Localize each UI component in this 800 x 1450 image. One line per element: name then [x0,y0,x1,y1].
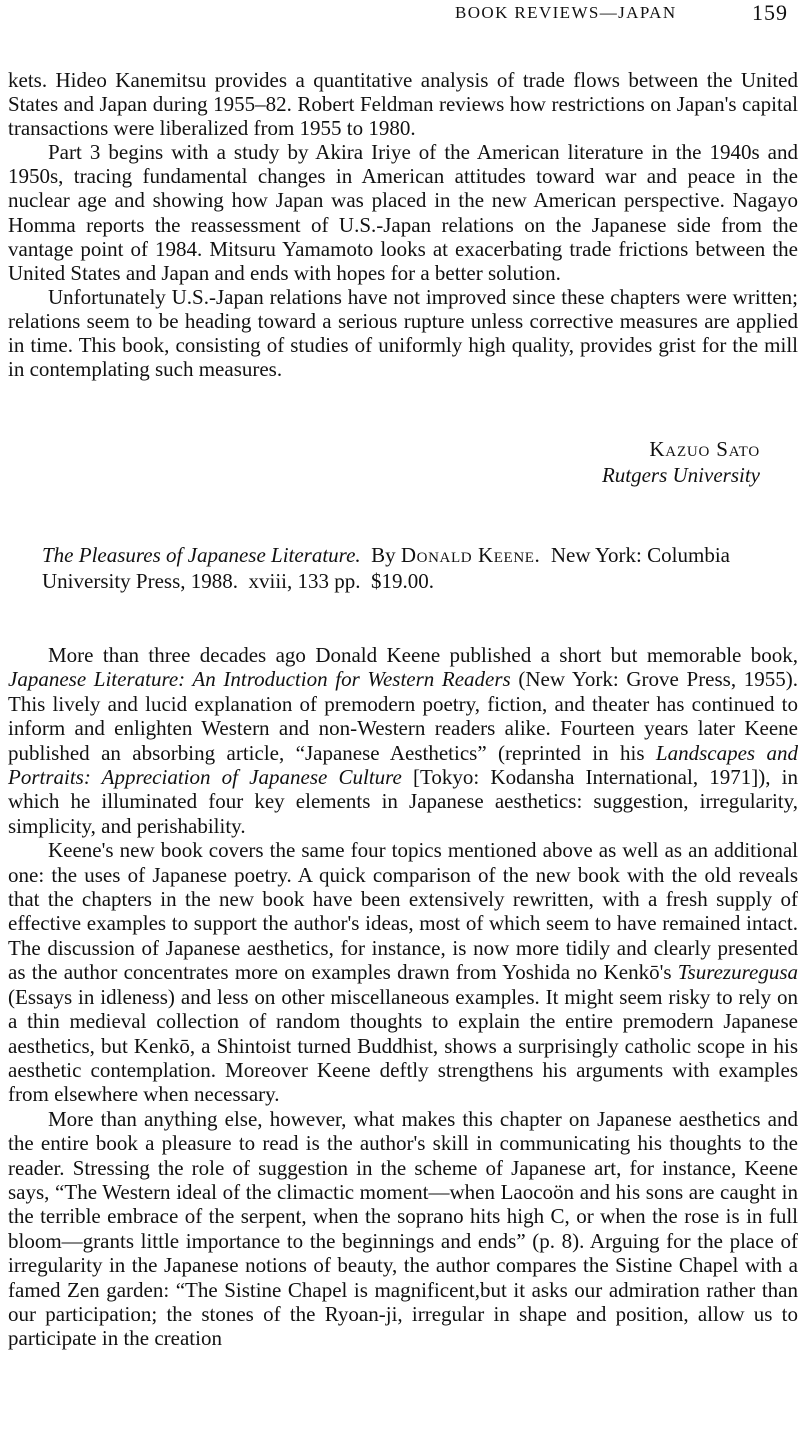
paragraph-3: Unfortunately U.S.-Japan relations have not improved since these chapters were written; relations seem to be heading toward a serious rupture unless corrective measures are applied in time. This book, consisting of studies of uniformly high quality, provides grist for the mill in contemplating such measures. [8,284,798,382]
running-head [0,0,800,30]
reviewer-affiliation: Rutgers University [601,463,760,487]
book-pages: xviii, 133 pp. [248,569,361,593]
page-number: 159 [752,0,788,25]
text-run: [Tokyo: Kodansha International, 1971]), in which he illuminated four key elements in Japanese aesthetics: suggestion, irregularity, simplicity, and perishability. [8,765,799,838]
review-paragraph-3: More than anything else, however, what makes this chapter on Japanese aesthetics and the entire book a pleasure to read is the author's skill in communicating his thoughts to the reader. Stressing the role of suggestion in the scheme of Japanese art, for instance, Keene says, “The Western ideal of the climactic moment—when Laocoön and his sons are caught in the terrible embrace of the serpent, when the soprano hits high C, or when the rose is in full bloom—grants little importance to the beginnings and ends” (p. 8). Arguing for the place of irregularity in the Japanese notions of beauty, the author compares the Sistine Chapel with a famed Zen garden: “The Sistine Chapel is magnificent,but it asks our admiration rather than our participation; the stones of the Ryoan-ji, irregular in shape and position, allow us to participate in the creation [8,1106,798,1351]
review-continuation [8,68,798,381]
italic-book-title: Japanese Literature: An Introduction for Western Readers [8,667,511,692]
text-run: More than three decades ago Donald Keene published a short but memorable book, [48,643,798,667]
italic-book-title: Tsurezuregusa [677,960,798,985]
text-run: Keene's new book covers the same four topics mentioned above as well as an additional one: the uses of Japanese poetry. A quick comparison of the new book with the old reveals that the chapters in the new book have been extensively rewritten, with a fresh supply of effective examples to support the author's ideas, most of which seem to have remained intact. The discussion of Japanese aesthetics, for instance, is now more tidily and clearly presented as the author concentrates more on examples drawn from Yoshida no Kenkō's [8,838,798,985]
book-author: Donald Keene. [400,543,541,567]
text-run: (Essays in idleness) and less on other miscellaneous examples. It might seem risky to rely on a thin medieval collection of random thoughts to explain the entire premodern Japanese aesthetics, but Kenkō, a Shintoist turned Buddhist, shows a surprisingly catholic scope in his aesthetic contemplation. Moreover Keene deftly strengthens his arguments with examples from elsewhere when necessary. [8,984,798,1107]
italic-book-title: Landscapes and Portraits: Appreciation of Japanese Culture [8,740,798,790]
book-title: The Pleasures of Japanese Literature. [42,543,361,567]
book-price: $19.00. [371,569,435,593]
reviewer-signature [602,436,760,488]
reviewer-name: Kazuo Sato [649,437,760,461]
book-citation [42,542,782,594]
review-paragraph-2 [8,838,798,1106]
paragraph-2: Part 3 begins with a study by Akira Iriye of the American literature in the 1940s and 1950s, tracing fundamental changes in American attitudes toward war and peace in the nuclear age and showing how Japan was placed in the new American perspective. Nagayo Homma reports the reassessment of U.S.-Japan relations on the Japanese side from the vantage point of 1984. Mitsuru Yamamoto looks at exacerbating trade frictions between the United States and Japan and ends with hopes for a better solution. [8,140,798,285]
review-body [8,643,798,1351]
review-paragraph-1 [8,643,798,838]
book-publication: New York: Columbia University Press, 1988. [42,543,730,593]
by-label: By [371,543,396,567]
text-run: (New York: Grove Press, 1955). This lively and lucid explanation of premodern poetry, fiction, and theater has continued to inform and enlighten Western and non-Western readers alike. Fourteen years later Keene published an absorbing article, “Japanese Aesthetics” (reprinted in his [8,667,798,765]
running-title: BOOK REVIEWS—JAPAN [455,3,677,22]
paragraph-1: kets. Hideo Kanemitsu provides a quantitative analysis of trade flows between the United States and Japan during 1955–82. Robert Feldman reviews how restrictions on Japan's capital transactions were liberalized from 1955 to 1980. [8,68,798,141]
